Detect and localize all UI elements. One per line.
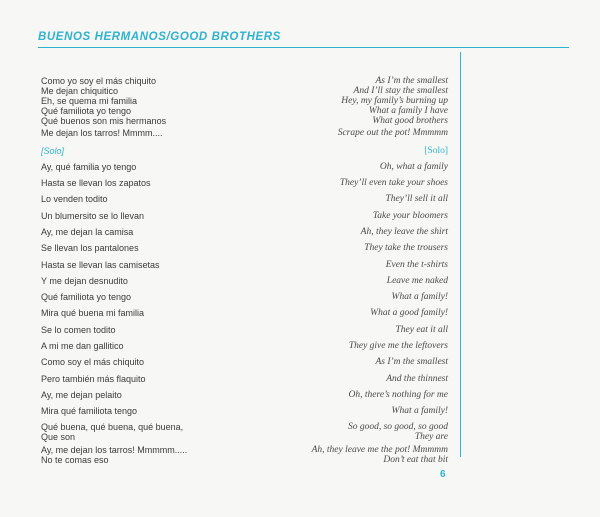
spanish-lyric: [Solo] bbox=[41, 145, 65, 156]
english-lyric: Don’t eat that bit bbox=[383, 455, 448, 465]
english-lyric: Hey, my family’s burning up bbox=[341, 95, 448, 106]
english-lyric: As I’m the smallest bbox=[375, 357, 448, 368]
title-divider bbox=[38, 47, 569, 48]
english-lyric: And I’ll stay the smallest bbox=[353, 85, 448, 96]
english-lyric: Ah, they leave the shirt bbox=[360, 227, 448, 238]
spanish-lyric: Mira qué familiota tengo bbox=[41, 406, 138, 417]
english-lyric: What good brothers bbox=[372, 115, 448, 126]
spanish-lyric: Y me dejan desnudito bbox=[41, 275, 128, 286]
spanish-lyric: Qué buena, qué buena, qué buena, bbox=[41, 422, 184, 433]
english-lyric: They’ll even take your shoes bbox=[339, 178, 448, 189]
english-lyric: So good, so good, so good bbox=[347, 422, 448, 433]
song-title: BUENOS HERMANOS/GOOD BROTHERS bbox=[38, 31, 281, 43]
english-lyric: They’ll sell it all bbox=[385, 194, 448, 205]
spanish-lyric: Mira qué buena mi familia bbox=[41, 308, 145, 319]
english-lyric: Scrape out the pot! Mmmmm bbox=[337, 128, 448, 139]
spanish-lyric: Me dejan chiquitico bbox=[41, 85, 119, 96]
spanish-lyric: A mi me dan gallitico bbox=[41, 341, 124, 352]
spanish-lyric: Como yo soy el más chiquito bbox=[41, 76, 157, 86]
spanish-lyric: Qué familiota yo tengo bbox=[41, 292, 132, 303]
spanish-lyric: No te comas eso bbox=[41, 455, 109, 465]
page-number: 6 bbox=[440, 469, 446, 480]
spanish-lyric: Eh, se quema mi familia bbox=[41, 95, 138, 106]
english-lyric: What a family! bbox=[391, 292, 448, 303]
english-lyric: What a family I have bbox=[368, 105, 448, 116]
english-lyric: Leave me naked bbox=[386, 275, 448, 286]
spanish-lyric: Hasta se llevan las camisetas bbox=[41, 259, 160, 270]
english-lyric: What a good family! bbox=[370, 308, 448, 319]
spanish-lyric: Ay, me dejan los tarros! Mmmmm..... bbox=[41, 445, 188, 456]
spanish-lyric: Ay, me dejan la camisa bbox=[41, 227, 134, 238]
english-lyric: Oh, there’s nothing for me bbox=[348, 389, 448, 400]
spanish-lyric: Pero también más flaquito bbox=[41, 373, 146, 384]
spanish-lyric: Me dejan los tarros! Mmmm.... bbox=[41, 128, 163, 139]
english-lyric: Ah, they leave me the pot! Mmmmm bbox=[311, 445, 448, 456]
spanish-lyric: Qué buenos son mis hermanos bbox=[41, 115, 167, 126]
english-lyric: As I’m the smallest bbox=[375, 76, 448, 86]
spanish-lyric: Ay, qué familia yo tengo bbox=[41, 161, 137, 172]
spanish-lyric: Un blumersito se lo llevan bbox=[41, 210, 145, 221]
english-lyric: [Solo] bbox=[424, 145, 448, 156]
english-lyric: What a family! bbox=[391, 406, 448, 417]
english-lyric: And the thinnest bbox=[386, 373, 448, 384]
spanish-lyric: Se lo comen todito bbox=[41, 324, 116, 335]
spanish-lyric: Se llevan los pantalones bbox=[41, 243, 139, 254]
english-lyric: They take the trousers bbox=[364, 243, 448, 254]
spanish-lyric: Que son bbox=[41, 432, 76, 443]
spanish-lyric: Como soy el más chiquito bbox=[41, 357, 145, 368]
english-lyric: Even the t-shirts bbox=[385, 259, 448, 270]
spanish-lyric: Qué familiota yo tengo bbox=[41, 105, 132, 116]
vertical-divider bbox=[460, 52, 461, 457]
spanish-lyric: Lo venden todito bbox=[41, 194, 108, 205]
english-lyric: They give me the leftovers bbox=[348, 341, 448, 352]
spanish-lyric: Hasta se llevan los zapatos bbox=[41, 178, 151, 189]
english-lyric: They are bbox=[414, 432, 448, 443]
spanish-lyric: Ay, me dejan pelaito bbox=[41, 389, 122, 400]
english-lyric: Oh, what a family bbox=[379, 161, 448, 172]
english-lyric: Take your bloomers bbox=[372, 210, 448, 221]
english-lyric: They eat it all bbox=[395, 324, 448, 335]
